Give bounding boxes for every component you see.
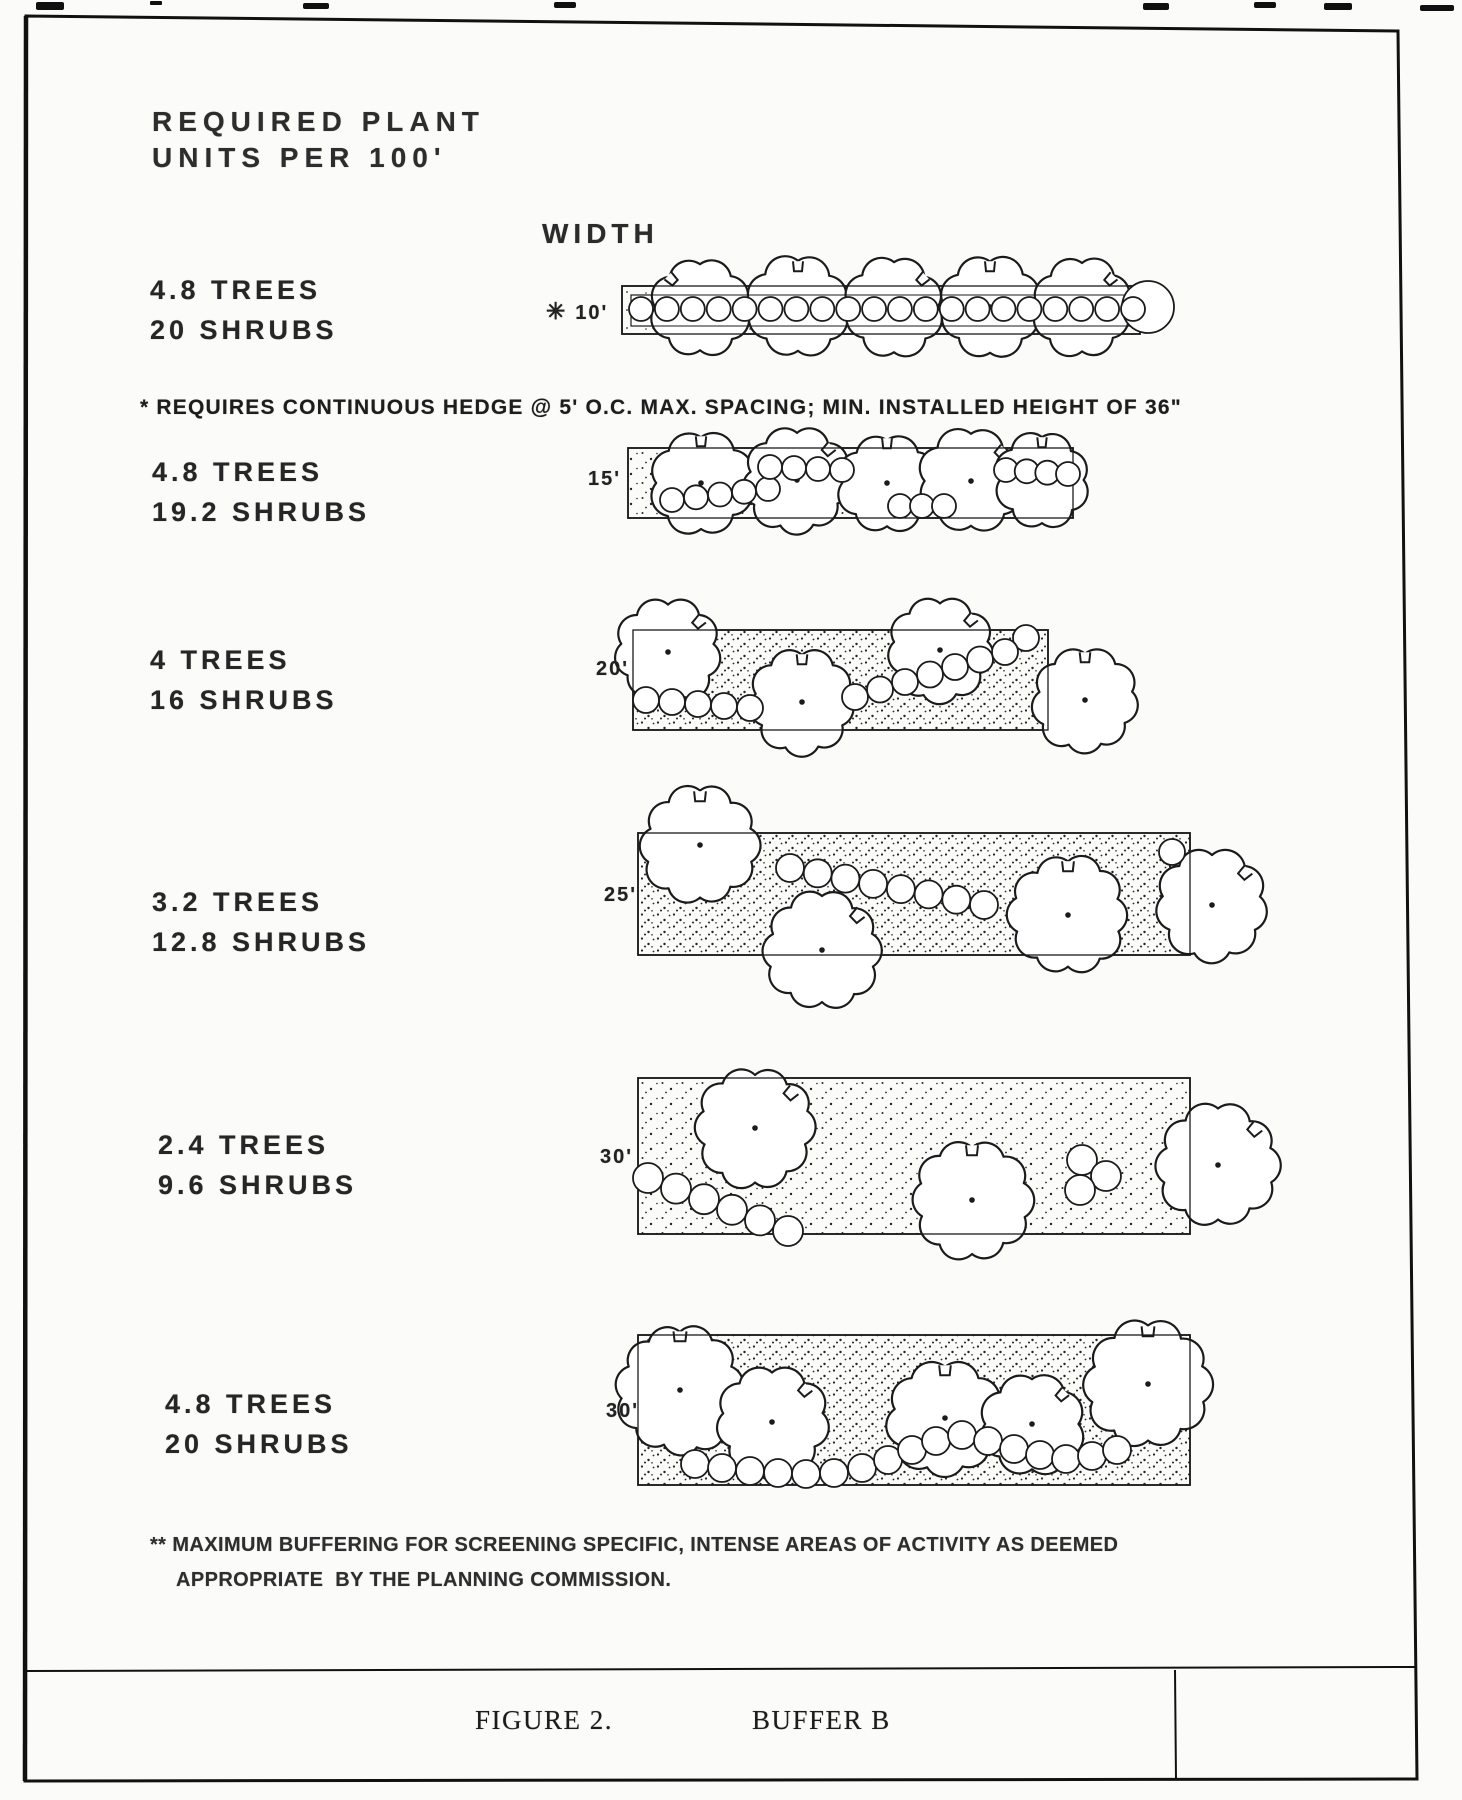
width-value: 15' xyxy=(588,468,622,490)
shrub-count: 16 SHRUBS xyxy=(150,685,338,715)
tree-count: 4 TREES xyxy=(150,645,291,675)
footnote-line-2: APPROPRIATE BY THE PLANNING COMMISSION. xyxy=(176,1569,672,1591)
row-1-width xyxy=(546,298,608,325)
figure-number: FIGURE 2. xyxy=(475,1705,614,1735)
tree-count: 4.8 TREES xyxy=(152,457,324,487)
max-buffering-footnote xyxy=(150,1528,1118,1598)
shrub-count: 12.8 SHRUBS xyxy=(152,927,371,957)
buffer-strip-diagrams xyxy=(615,256,1281,1488)
footnote-line-1: ** MAXIMUM BUFFERING FOR SCREENING SPECIFIC, INTENSE AREAS OF ACTIVITY AS DEEMED xyxy=(150,1534,1119,1556)
shrub-count: 20 SHRUBS xyxy=(150,315,338,345)
row-2-plant-units xyxy=(152,452,370,532)
width-value: 30' xyxy=(606,1400,640,1422)
shrub-count: 9.6 SHRUBS xyxy=(158,1170,358,1200)
asterisk-marker: ✳ xyxy=(546,298,568,324)
row-1-plant-units xyxy=(150,270,338,350)
buffer-row-diagram-2 xyxy=(628,428,1088,534)
row-3-plant-units xyxy=(150,640,338,720)
title-line-2: UNITS PER 100' xyxy=(152,142,447,173)
tree-count: 4.8 TREES xyxy=(165,1389,337,1419)
figure-title: BUFFER B xyxy=(752,1705,891,1735)
width-value: 10' xyxy=(575,302,609,324)
buffer-row-diagram-3 xyxy=(615,599,1138,757)
row-6-width xyxy=(606,1400,639,1423)
double-asterisk-marker: ** xyxy=(150,1534,167,1556)
row-6-plant-units xyxy=(165,1384,353,1464)
row-3-width xyxy=(596,658,629,681)
buffer-row-diagram-1 xyxy=(622,256,1174,357)
width-value: 25' xyxy=(604,884,638,906)
buffer-row-diagram-4 xyxy=(638,786,1267,1008)
buffer-row-diagram-6 xyxy=(616,1321,1213,1488)
width-value: 20' xyxy=(596,658,630,680)
shrub-count: 19.2 SHRUBS xyxy=(152,497,371,527)
row-2-width xyxy=(588,468,621,491)
hedge-requirement-footnote: * REQUIRES CONTINUOUS HEDGE @ 5' O.C. MAX. SPACING; MIN. INSTALLED HEIGHT OF 36" xyxy=(140,396,1182,419)
row-4-width xyxy=(604,884,637,907)
tree-count: 3.2 TREES xyxy=(152,887,324,917)
row-4-plant-units xyxy=(152,882,370,962)
tree-count: 4.8 TREES xyxy=(150,275,322,305)
row-5-width xyxy=(600,1146,633,1169)
tree-count: 2.4 TREES xyxy=(158,1130,330,1160)
width-value: 30' xyxy=(600,1146,634,1168)
page-title xyxy=(152,104,485,176)
row-5-plant-units xyxy=(158,1125,357,1205)
buffer-row-diagram-5 xyxy=(633,1069,1281,1259)
title-line-1: REQUIRED PLANT xyxy=(152,106,485,137)
width-column-header: WIDTH xyxy=(542,218,659,249)
scan-artifact-marks xyxy=(36,1,1454,11)
shrub-count: 20 SHRUBS xyxy=(165,1429,353,1459)
